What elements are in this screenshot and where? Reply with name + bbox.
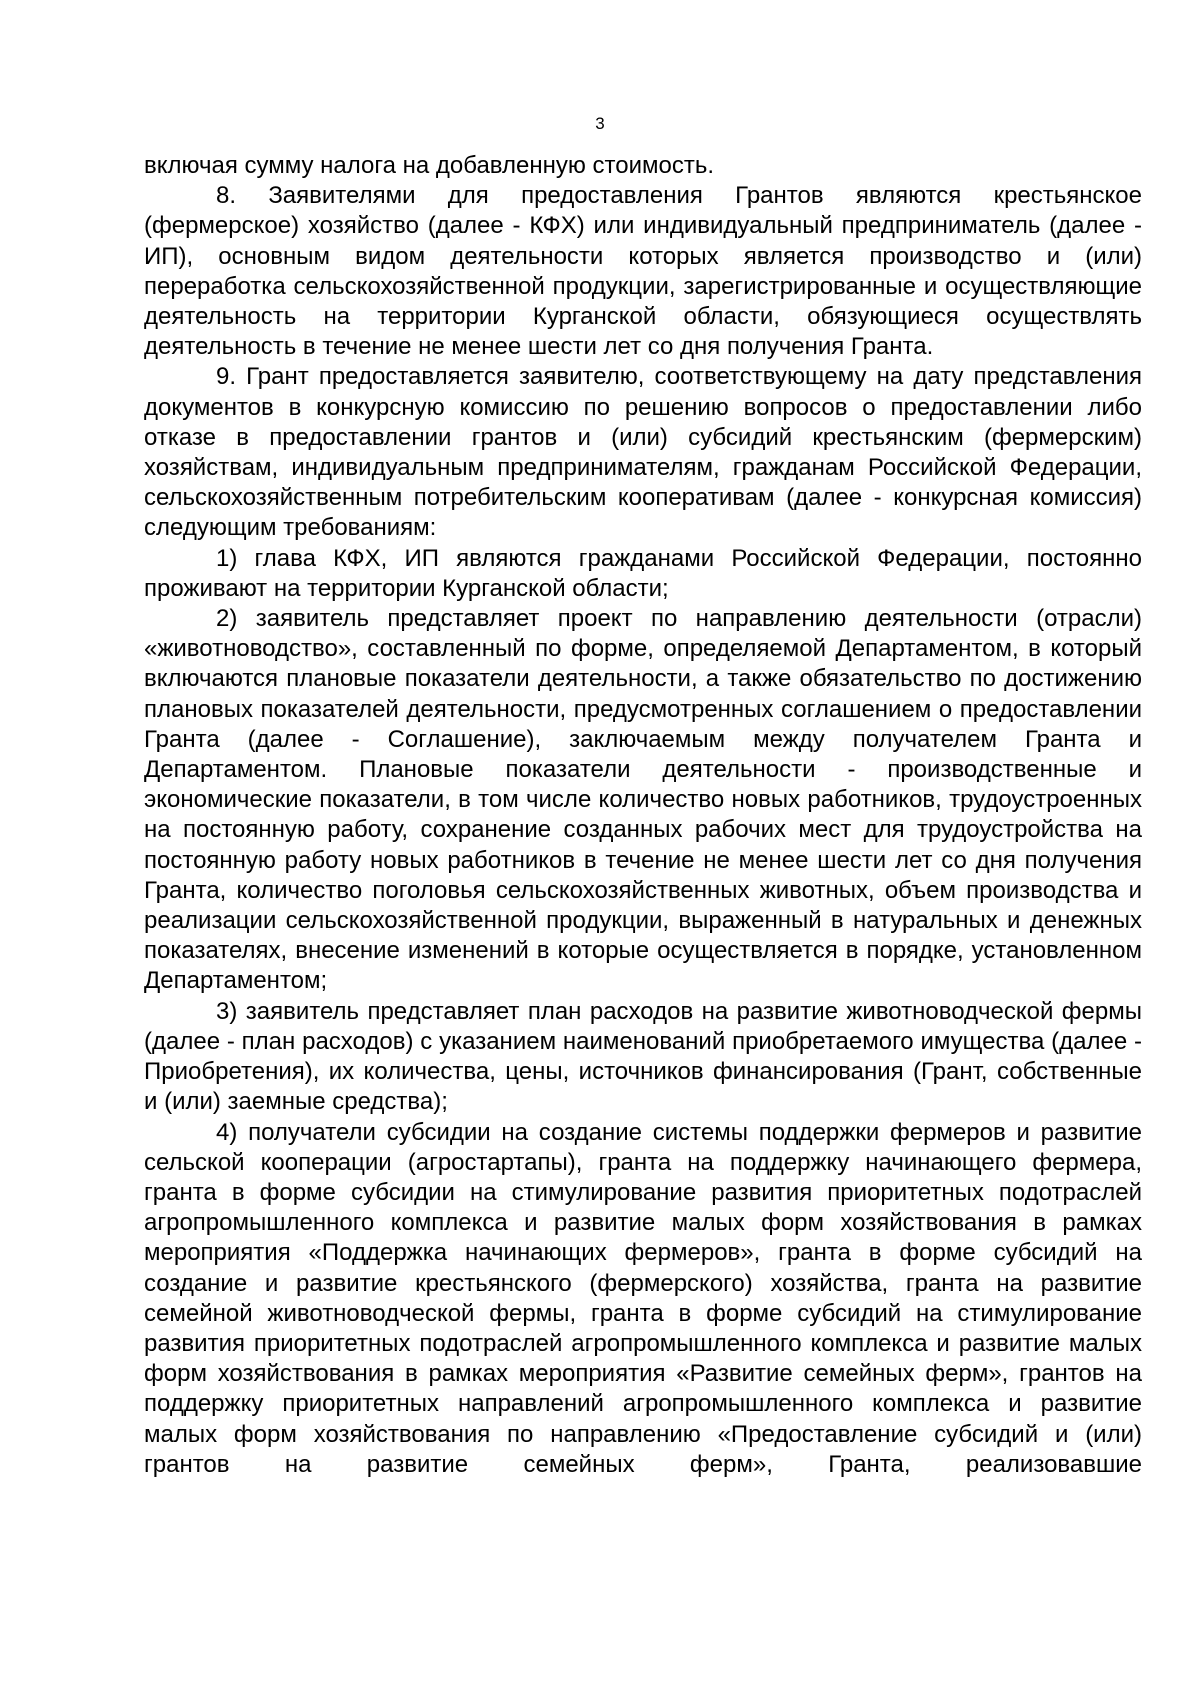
paragraph-item-9: 9. Грант предоставляется заявителю, соответствующему на дату представления документов в конкурсную комиссию по решению вопросов о предоставлении либо отказе в предоставлении грантов и (или) субсидий крестьянским (фермерским) хозяйствам, индивидуальным предпринимателям, гражданам Российской Федерации, сельскохозяйственным потребительским кооперативам (далее - конкурсная комиссия) следующим требованиям: [144,363,1142,542]
subitem-2: 2) заявитель представляет проект по направлению деятельности (отрасли) «животноводство», составленный по форме, определяемой Департаментом, в который включаются плановые показатели деятельности, а также обязательство по достижению плановых показателей деятельности, предусмотренных соглашением о предоставлении Гранта (далее - Соглашение), заключаемым между получателем Гранта и Департаментом. Плановые показатели деятельности - производственные и экономические показатели, в том числе количество новых работников, трудоустроенных на постоянную работу, сохранение созданных рабочих мест для трудоустройства на постоянную работу новых работников в течение не менее шести лет со дня получения Гранта, количество поголовья сельскохозяйственных животных, объем производства и реализации сельскохозяйственной продукции, выраженный в натуральных и денежных показателях, внесение изменений в которые осуществляется в порядке, установленном Департаментом; [144,605,1142,995]
subitem-1: 1) глава КФХ, ИП являются гражданами Российской Федерации, постоянно проживают на территории Курганской области; [144,544,1142,602]
subitem-3: 3) заявитель представляет план расходов на развитие животноводческой фермы (далее - план расходов) с указанием наименований приобретаемого имущества (далее - Приобретения), их количества, цены, источников финансирования (Грант, собственные и (или) заемные средства); [144,997,1142,1116]
subitem-4: 4) получатели субсидии на создание системы поддержки фермеров и развитие сельской кооперации (агростартапы), гранта на поддержку начинающего фермера, гранта в форме субсидии на стимулирование развития приоритетных подотраслей агропромышленного комплекса и развитие малых форм хозяйствования в рамках мероприятия «Поддержка начинающих фермеров», гранта в форме субсидий на создание и развитие крестьянского (фермерского) хозяйства, гранта на развитие семейной животноводческой фермы, гранта в форме субсидий на стимулирование развития приоритетных подотраслей агропромышленного комплекса и развитие малых форм хозяйствования в рамках мероприятия «Развитие семейных ферм», грантов на поддержку приоритетных направлений агропромышленного комплекса и развитие малых форм хозяйствования по направлению «Предоставление субсидий и (или) грантов на развитие семейных ферм», Гранта, реализовавшие [144,1118,1142,1478]
paragraph-item-8: 8. Заявителями для предоставления Грантов являются крестьянское (фермерское) хозяйство (далее - КФХ) или индивидуальный предприниматель (далее - ИП), основным видом деятельности которых является производство и (или) переработка сельскохозяйственной продукции, зарегистрированные и осуществляющие деятельность на территории Курганской области, обязующиеся осуществлять деятельность в течение не менее шести лет со дня получения Гранта. [144,182,1142,361]
document-body [144,151,1142,1480]
paragraph-continuation: включая сумму налога на добавленную стоимость. [144,152,715,179]
page-number: 3 [595,114,605,133]
